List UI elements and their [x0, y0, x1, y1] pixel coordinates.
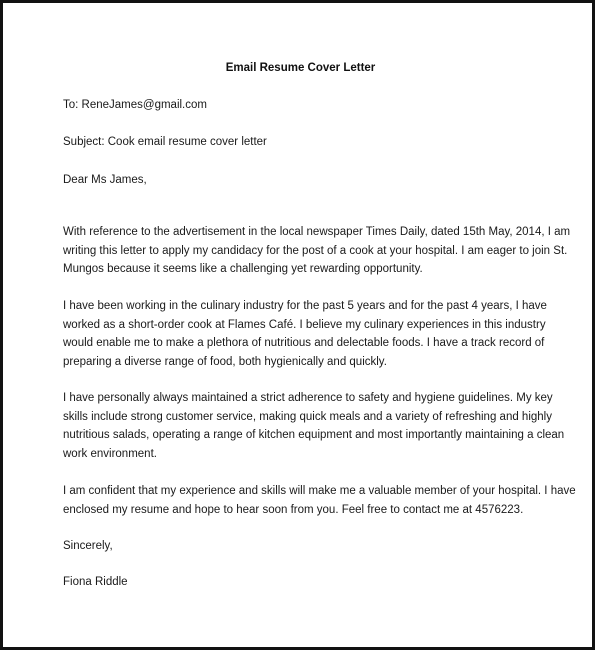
paragraph-line: worked as a short-order cook at Flames Café. I believe my culinary experiences in this industry: [63, 318, 546, 331]
paragraph-line: enclosed my resume and hope to hear soon from you. Feel free to contact me at 4576223.: [63, 503, 524, 516]
paragraph-4: [63, 482, 576, 519]
paragraph-line: work environment.: [63, 447, 157, 460]
signature-name: Fiona Riddle: [63, 576, 128, 588]
closing: Sincerely,: [63, 540, 113, 552]
paragraph-line: nutritious salads, operating a range of kitchen equipment and most importantly maintaining a clean: [63, 429, 565, 442]
subject-line: Subject: Cook email resume cover letter: [63, 136, 267, 148]
paragraph-line: I have personally always maintained a strict adherence to safety and hygiene guidelines. My key: [63, 392, 553, 404]
paragraph-line: I am confident that my experience and skills will make me a valuable member of your hospital. I have: [63, 485, 576, 497]
paragraph-line: With reference to the advertisement in the local newspaper Times Daily, dated 15th May, 2014, I am: [63, 226, 571, 238]
paragraph-line: writing this letter to apply my candidacy for the post of a cook at your hospital. I am eager to join St.: [63, 244, 568, 257]
paragraph-line: I have been working in the culinary industry for the past 5 years and for the past 4 years, I have: [63, 300, 547, 312]
paragraph-line: would enable me to make a plethora of nutritious and delectable foods. I have a track record of: [63, 337, 545, 350]
paragraph-2: [63, 297, 553, 371]
paragraph-line: Mungos because it seems like a challenging yet rewarding opportunity.: [63, 263, 423, 276]
paragraph-3: [63, 389, 565, 463]
salutation: Dear Ms James,: [63, 174, 147, 186]
paragraph-line: skills include strong customer service, making quick meals and a variety of refreshing and highly: [63, 410, 552, 423]
paragraph-1: [63, 223, 571, 279]
document-title: Email Resume Cover Letter: [225, 62, 376, 74]
paragraph-line: preparing a diverse range of food, both hygienically and quickly.: [63, 355, 387, 368]
recipient-line: To: ReneJames@gmail.com: [63, 99, 207, 111]
